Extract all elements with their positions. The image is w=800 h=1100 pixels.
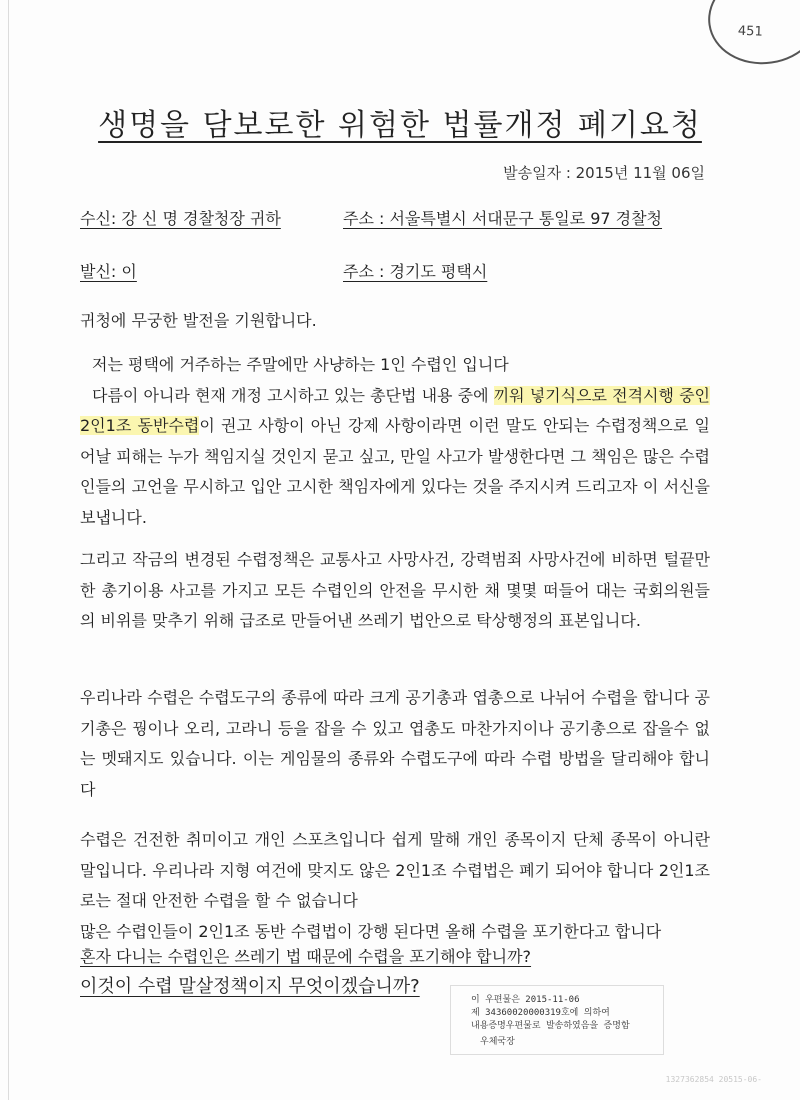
sender-address: 주소 : 경기도 평택시 [343,262,488,281]
paragraph-1-after-highlight: 이 권고 사항이 아닌 강제 사항이라면 이런 말도 안되는 수렵정책으로 일어날 피해는 누가 책임지실 것인지 묻고 싶고, 만일 사고가 발생한다면 그 책임은 많은 수렵인들의 고언을 무시하고 입안 고시한 책임자에게 있다는 것을 주지시켜 드리고자 이 서신을 보냅니다. [80,416,710,527]
document-title: 생명을 담보로한 위험한 법률개정 폐기요청 [98,108,702,143]
greeting: 귀청에 무궁한 발전을 기원합니다. [80,311,317,330]
send-date: 발송일자 : 2015년 11월 06일 [503,164,705,182]
document-title-wrap [0,100,800,144]
sender-label: 발신: 이 [80,262,137,281]
receipt-line-1: 이 우편물은 2015-11-06 [471,995,580,1005]
receipt-line-2: 제 34360020000319호에 의하여 [471,1008,610,1018]
closing-question: 혼자 다니는 수렵인은 쓰레기 법 때문에 수렵을 포기해야 합니까? [80,947,532,966]
paragraph-4-text: 수렵은 건전한 취미이고 개인 스포츠입니다 쉽게 말해 개인 종목이지 단체 종목이 아니란 말입니다. 우리나라 지형 여건에 맞지도 않은 2인1조 수렵법은 폐기 되어야 합니다 2인1조로는 절대 안전한 수렵을 할 수 없습니다 [80,830,710,910]
paragraph-3: 우리나라 수렵은 수렵도구의 종류에 따라 크게 공기총과 엽총으로 나뉘어 수렵을 합니다 공기총은 꿩이나 오리, 고라니 등을 잡을 수 있고 엽총도 마찬가지이나 공기총으로 잡을수 없는 멧돼지도 있습니다. 이는 게임물의 종류와 수렵도구에 따라 수렵 방법을 달리해야 합니다 [80,688,710,799]
paragraph-4-last-line: 많은 수렵인들이 2인1조 동반 수렵법이 강행 된다면 올해 수렵을 포기한다고 합니다 [80,921,662,941]
paragraph-1-body [80,381,710,534]
paragraph-1-line1: 저는 평택에 거주하는 주말에만 사냥하는 1인 수렵인 입니다 [92,355,509,374]
footer-code: 1327362854 20515-06- [665,1075,762,1084]
closing-statement: 이것이 수렵 말살정책이지 무엇이겠습니까? [80,976,420,997]
paragraph-4 [80,825,710,947]
paragraph-1-before-highlight: 다름이 아니라 현재 개정 고시하고 있는 총단법 내용 중에 [92,385,494,405]
stamp-number: 451 [737,23,763,40]
recipient-label: 수신: 강 신 명 경찰청장 귀하 [80,209,281,228]
paragraph-2: 그리고 작금의 변경된 수렵정책은 교통사고 사망사건, 강력범죄 사망사건에 비하면 털끝만한 총기이용 사고를 가지고 모든 수렵인의 안전을 무시한 채 몇몇 떠들어 대는 국회의원들의 비위를 맞추기 위해 급조로 만들어낸 쓰레기 법안으로 탁상행정의 표본입니다. [80,550,710,630]
highlighted-phrase: 끼워 넣기식으로 전격시행 중인 2인1조 동반수렵 [80,385,711,435]
receipt-line-3: 내용증명우편물로 발송하였음을 증명함 [471,1021,630,1031]
paragraph-1 [80,350,710,533]
scan-edge-line [8,0,9,1100]
recipient-address: 주소 : 서울특별시 서대문구 통일로 97 경찰청 [343,209,663,228]
receipt-signature: 우체국장 [480,1037,515,1047]
postal-stamp-mark [702,0,800,71]
